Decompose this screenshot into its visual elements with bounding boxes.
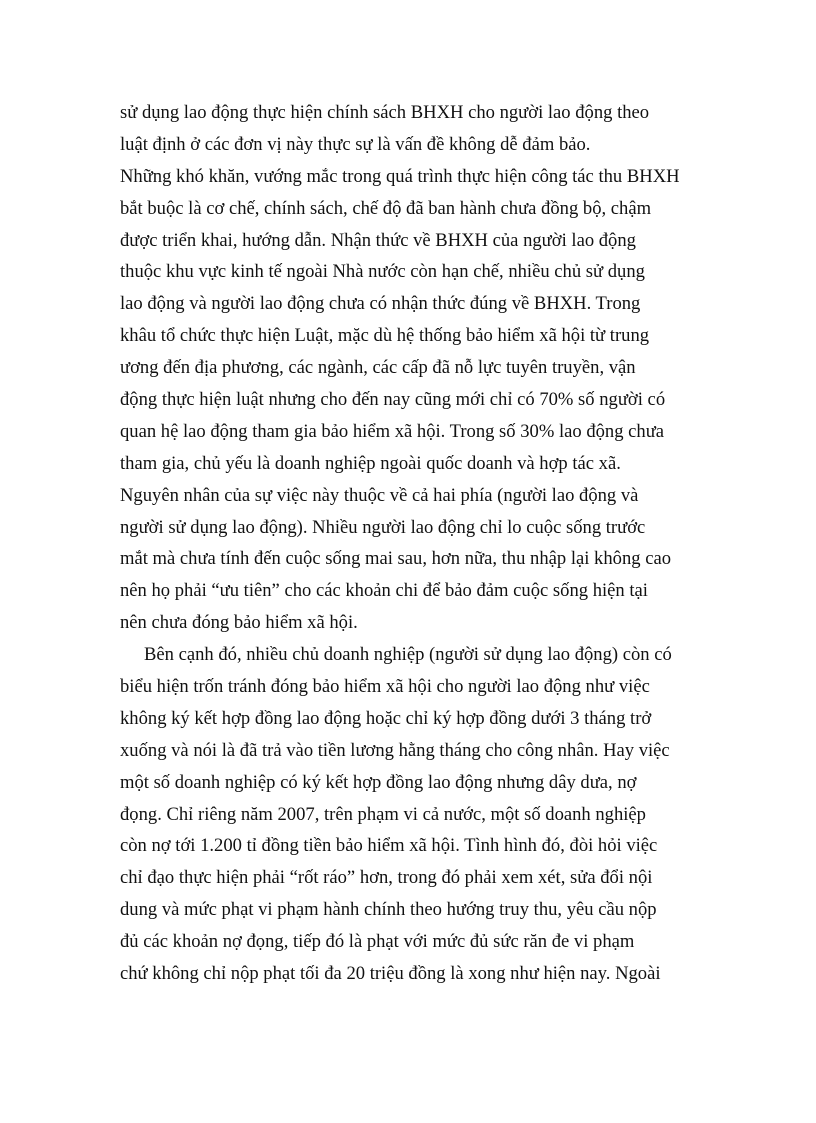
text-line: được triển khai, hướng dẫn. Nhận thức về BHXH của người lao động: [120, 229, 636, 251]
text-line: bắt buộc là cơ chế, chính sách, chế độ đã ban hành chưa đồng bộ, chậm: [120, 197, 652, 219]
text-line: chỉ đạo thực hiện phải “rốt ráo” hơn, trong đó phải xem xét, sửa đổi nội: [120, 867, 653, 889]
text-line: nên họ phải “ưu tiên” cho các khoản chi để bảo đảm cuộc sống hiện tại: [120, 580, 648, 602]
text-line: luật định ở các đơn vị này thực sự là vấn đề không dễ đảm bảo.: [120, 133, 591, 155]
text-line: thuộc khu vực kinh tế ngoài Nhà nước còn hạn chế, nhiều chủ sử dụng: [120, 261, 645, 283]
text-line: chứ không chỉ nộp phạt tối đa 20 triệu đồng là xong như hiện nay. Ngoài: [120, 963, 661, 985]
text-line: người sử dụng lao động). Nhiều người lao động chỉ lo cuộc sống trước: [120, 516, 646, 538]
text-line: còn nợ tới 1.200 tỉ đồng tiền bảo hiểm xã hội. Tình hình đó, đòi hỏi việc: [120, 835, 658, 857]
text-line: Nguyên nhân của sự việc này thuộc về cả hai phía (người lao động và: [120, 484, 639, 506]
text-line: đọng. Chỉ riêng năm 2007, trên phạm vi cả nước, một số doanh nghiệp: [120, 803, 646, 825]
text-line: mắt mà chưa tính đến cuộc sống mai sau, hơn nữa, thu nhập lại không cao: [120, 548, 671, 570]
text-line: dung và mức phạt vi phạm hành chính theo hướng truy thu, yêu cầu nộp: [120, 899, 657, 921]
paragraph-2: [120, 639, 700, 990]
document-page: [120, 97, 700, 990]
text-line: Bên cạnh đó, nhiều chủ doanh nghiệp (người sử dụng lao động) còn có: [144, 644, 672, 666]
text-line: động thực hiện luật nhưng cho đến nay cũng mới chỉ có 70% số người có: [120, 389, 666, 411]
text-line: xuống và nói là đã trả vào tiền lương hằng tháng cho công nhân. Hay việc: [120, 739, 670, 761]
text-line: tham gia, chủ yếu là doanh nghiệp ngoài quốc doanh và hợp tác xã.: [120, 452, 621, 474]
paragraph-1: [120, 97, 700, 639]
text-line: không ký kết hợp đồng lao động hoặc chỉ ký hợp đồng dưới 3 tháng trở: [120, 707, 652, 729]
text-line: sử dụng lao động thực hiện chính sách BHXH cho người lao động theo: [120, 102, 650, 123]
text-line: nên chưa đóng bảo hiểm xã hội.: [120, 612, 358, 634]
text-line: lao động và người lao động chưa có nhận thức đúng về BHXH. Trong: [120, 293, 641, 315]
text-line: một số doanh nghiệp có ký kết hợp đồng lao động nhưng dây dưa, nợ: [120, 771, 637, 793]
text-line: đủ các khoản nợ đọng, tiếp đó là phạt với mức đủ sức răn đe vi phạm: [120, 931, 635, 953]
text-line: quan hệ lao động tham gia bảo hiểm xã hội. Trong số 30% lao động chưa: [120, 420, 665, 442]
text-line: Những khó khăn, vướng mắc trong quá trình thực hiện công tác thu BHXH: [120, 165, 680, 187]
text-line: khâu tổ chức thực hiện Luật, mặc dù hệ thống bảo hiểm xã hội từ trung: [120, 325, 650, 347]
text-line: biểu hiện trốn tránh đóng bảo hiểm xã hội cho người lao động như việc: [120, 676, 650, 698]
text-line: ương đến địa phương, các ngành, các cấp đã nỗ lực tuyên truyền, vận: [120, 357, 636, 379]
